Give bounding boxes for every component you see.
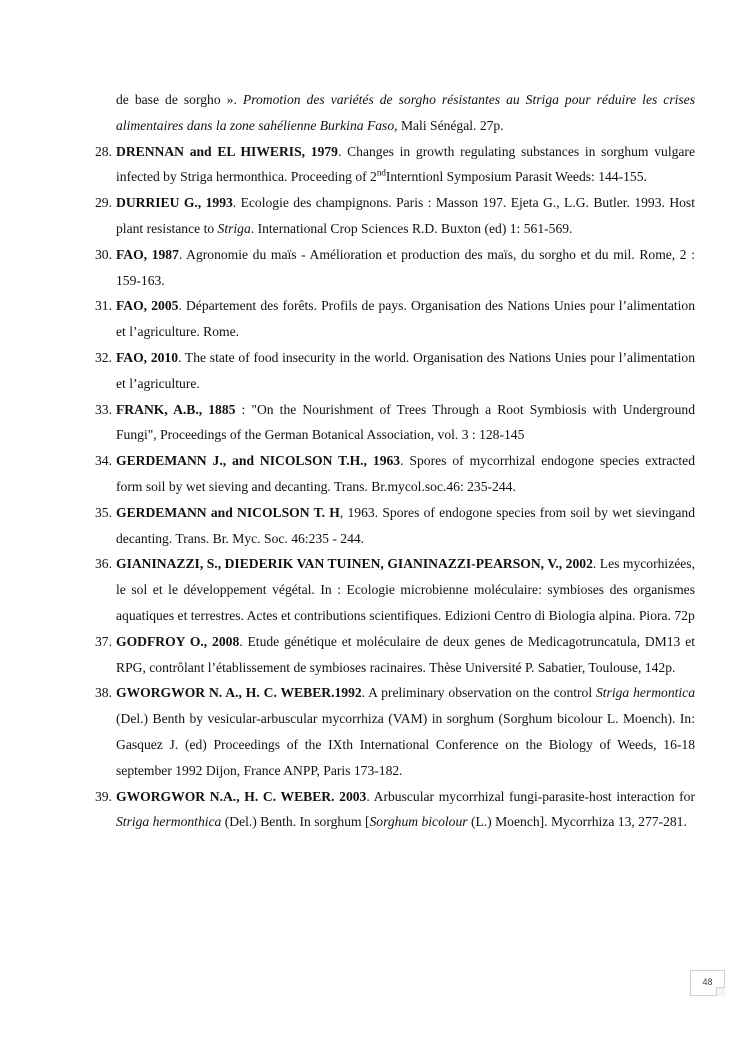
- reference-number: 37.: [95, 633, 112, 649]
- reference-number: 28.: [95, 143, 112, 159]
- reference-body: [116, 293, 695, 345]
- reference-item: [95, 448, 695, 500]
- reference-item: [95, 345, 695, 397]
- reference-number: 36.: [95, 556, 112, 572]
- reference-item: [95, 242, 695, 294]
- reference-number: 30.: [95, 246, 112, 262]
- reference-body: [116, 784, 695, 836]
- italic-term: Striga hermonthica: [116, 814, 222, 830]
- text-fragment: . Ecologie des champignons. Paris : Masson 197. Ejeta G., L.G. Butler. 1993. Host plant resistance to: [116, 195, 695, 236]
- text-fragment: de base de sorgho ».: [116, 92, 243, 107]
- reference-body: [116, 551, 695, 628]
- reference-authors: GERDEMANN and NICOLSON T. H: [116, 504, 340, 520]
- reference-item: [95, 629, 695, 681]
- text-fragment: : "On the Nourishment of Trees Through a Root Symbiosis with Underground Fungi", Proceedings of the German Botanical Association, vol. 3 : 128-145: [116, 401, 695, 443]
- reference-body: [116, 345, 695, 397]
- text-fragment: . Etude génétique et moléculaire de deux genes de Medicagotruncatula, DM13 et RPG, contrôlant l’établissement de symbioses racinaires. Thèse Université P. Sabatier, Toulouse, 142p.: [116, 633, 696, 675]
- reference-authors: FAO, 2005: [116, 298, 179, 314]
- text-fragment: . International Crop Sciences R.D. Buxton (ed) 1: 561-569.: [250, 220, 573, 236]
- reference-body: [116, 242, 695, 294]
- reference-item: [95, 139, 695, 191]
- reference-item: [95, 551, 695, 628]
- page-number: 48: [690, 970, 725, 996]
- reference-item: [95, 293, 695, 345]
- reference-authors: GWORGWOR N. A., H. C. WEBER.1992: [116, 685, 362, 701]
- reference-body: [116, 629, 695, 681]
- italic-term: Striga: [217, 220, 251, 236]
- reference-number: 34.: [95, 453, 112, 469]
- reference-authors: DURRIEU G., 1993: [116, 195, 233, 211]
- reference-item: [95, 680, 695, 783]
- reference-list: [95, 87, 695, 835]
- reference-item: [95, 397, 695, 449]
- reference-item: [95, 500, 695, 552]
- text-fragment: (Del.) Benth by vesicular-arbuscular mycorrhiza (VAM) in sorghum (Sorghum bicolour L. Moench). In: Gasquez J. (ed) Proceedings of the IXth International Conference on the Biology of Weeds, 16-18 september 1992 Dijon, France ANPP, Paris 173-182.: [116, 711, 695, 778]
- reference-body: [116, 190, 695, 242]
- text-fragment: . Arbuscular mycorrhizal fungi-parasite-host interaction for: [366, 788, 695, 804]
- reference-authors: FRANK, A.B., 1885: [116, 401, 236, 417]
- reference-body: [116, 680, 695, 783]
- reference-number: 32.: [95, 349, 112, 365]
- reference-number: 29.: [95, 195, 112, 211]
- reference-authors: GODFROY O., 2008: [116, 633, 240, 649]
- text-fragment: , Mali Sénégal. 27p.: [394, 117, 504, 133]
- text-fragment: . Département des forêts. Profils de pays. Organisation des Nations Unies pour l’alimentation et l’agriculture. Rome.: [116, 298, 696, 340]
- reference-number: 31.: [95, 298, 112, 314]
- reference-authors: FAO, 1987: [116, 246, 179, 262]
- text-fragment: . Changes in growth regulating substances in sorghum vulgare infected by Striga hermonthica. Proceeding of 2: [116, 143, 695, 185]
- text-fragment: Interntionl Symposium Parasit Weeds: 144-155.: [385, 169, 647, 185]
- text-fragment: . Spores of mycorrhizal endogone species extracted form soil by wet sieving and decanting. Trans. Br.mycol.soc.46: 235-244.: [116, 453, 695, 494]
- italic-term: Sorghum bicolour: [369, 814, 468, 830]
- reference-body: [116, 87, 695, 139]
- italic-title: Promotion des variétés de sorgho résistantes au Striga pour réduire les crises alimentaires dans la zone sahélienne Burkina Faso: [116, 92, 696, 133]
- reference-body: [116, 397, 695, 449]
- reference-authors: FAO, 2010: [116, 349, 179, 365]
- reference-number: 39.: [95, 788, 112, 804]
- reference-body: [116, 500, 695, 552]
- reference-body: [116, 448, 695, 500]
- reference-authors: DRENNAN and EL HIWERIS, 1979: [116, 143, 338, 159]
- reference-number: 35.: [95, 504, 112, 520]
- text-fragment: . A preliminary observation on the control: [361, 685, 596, 701]
- reference-authors: GWORGWOR N.A., H. C. WEBER. 2003: [116, 788, 367, 804]
- reference-number: 38.: [95, 685, 112, 701]
- reference-number: 33.: [95, 401, 112, 417]
- italic-term: Striga hermontica: [595, 685, 695, 701]
- reference-authors: GIANINAZZI, S., DIEDERIK VAN TUINEN, GIANINAZZI-PEARSON, V., 2002: [116, 556, 593, 572]
- text-fragment: . The state of food insecurity in the world. Organisation des Nations Unies pour l’alimentation et l’agriculture.: [116, 349, 695, 391]
- reference-body: [116, 139, 695, 191]
- text-fragment: . Les mycorhizées, le sol et le développement végétal. In : Ecologie microbienne moléculaire: symbioses des organismes aquatiques et terrestres. Actes et contributions scientifiques. Edizioni Centro di Biologia alpina. Piora. 72p: [116, 556, 695, 623]
- superscript: nd: [376, 167, 386, 178]
- text-fragment: (Del.) Benth. In sorghum [: [221, 814, 370, 830]
- text-fragment: . Agronomie du maïs - Amélioration et production des maïs, du sorgho et du mil. Rome, 2 : 159-163.: [116, 246, 695, 288]
- reference-item: [95, 784, 695, 836]
- reference-continuation: [95, 87, 695, 139]
- text-fragment: (L.) Moench]. Mycorrhiza 13, 277-281.: [467, 814, 687, 830]
- reference-item: [95, 190, 695, 242]
- text-fragment: , 1963. Spores of endogone species from soil by wet sievingand decanting. Trans. Br. Myc. Soc. 46:235 - 244.: [116, 504, 695, 546]
- reference-authors: GERDEMANN J., and NICOLSON T.H., 1963: [116, 453, 401, 469]
